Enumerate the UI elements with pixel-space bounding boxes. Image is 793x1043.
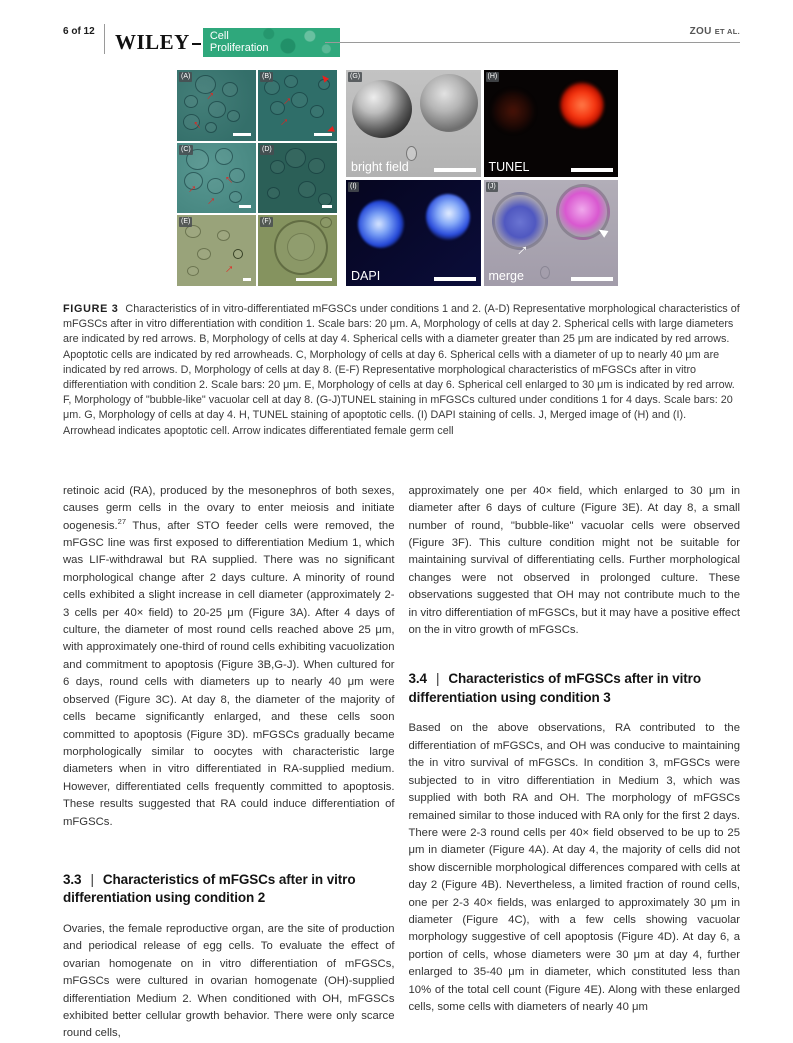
- cell-outline: [227, 110, 240, 122]
- section-heading-3-4: 3.4 | Characteristics of mFGSCs after in vitro differentiation using condition 3: [409, 670, 741, 707]
- scale-bar: [571, 277, 613, 281]
- cell-outline: [184, 95, 198, 108]
- panel-tag: (F): [262, 218, 271, 226]
- scale-bar: [434, 168, 476, 172]
- panel-caption-label: DAPI: [351, 269, 381, 283]
- header-divider: [104, 24, 105, 54]
- tunel-positive-cell: [560, 82, 604, 128]
- cell-outline: [320, 217, 332, 228]
- page-number: 6 of 12: [63, 26, 95, 37]
- cell-sphere: [420, 74, 478, 132]
- reference-superscript: 27: [117, 516, 126, 526]
- scale-bar: [296, 278, 332, 281]
- scale-bar: [322, 205, 332, 208]
- panel-tag: (J): [487, 182, 496, 190]
- cell-outline: [233, 249, 243, 259]
- panel-caption-label: bright field: [351, 159, 409, 174]
- journal-name-line2: Proliferation: [209, 42, 269, 54]
- cell-outline: [215, 148, 233, 165]
- figure-panels-a-f: [177, 70, 337, 286]
- small-cell: [540, 266, 550, 279]
- scale-bar: [239, 205, 251, 208]
- cell-outline: [222, 82, 238, 97]
- panel-tag: (D): [262, 145, 272, 153]
- panel-tag: (C): [181, 145, 191, 153]
- cell-outline: [318, 193, 332, 206]
- dapi-nucleus: [426, 194, 470, 240]
- panel-tag: (A): [181, 73, 191, 80]
- figure-3-images: [63, 70, 740, 290]
- red-arrow-icon: [218, 259, 236, 277]
- panel-tag: (B): [262, 73, 272, 80]
- figure-panel-b: [258, 70, 337, 141]
- running-head-authors: ZOU ET AL.: [689, 26, 740, 37]
- panel-tag: (H): [487, 73, 498, 80]
- figure-3-caption: [63, 302, 740, 439]
- figure-panel-g: [346, 70, 481, 177]
- figure-panel-e: [177, 215, 256, 286]
- cell-outline: [267, 187, 280, 199]
- cell-outline: [308, 158, 325, 174]
- left-column: [63, 483, 395, 1043]
- cell-outline: [187, 266, 199, 276]
- figure-panel-i: [346, 180, 481, 287]
- scale-bar: [434, 277, 476, 281]
- cell-outline: [229, 191, 242, 203]
- publisher-brand: [115, 28, 340, 57]
- dapi-nucleus: [358, 200, 404, 248]
- journal-banner: [203, 28, 340, 57]
- journal-name-line1: Cell: [209, 30, 229, 42]
- figure-panel-h: [484, 70, 619, 177]
- paragraph: retinoic acid (RA), produced by the mesonephros of both sexes, causes germ cells in the ovary to enter meiosis and initiate oogenesis.$^{27}$ Thus, after STO feeder cells were removed, the mFGSC line was first exposed to differentiation Medium 1, which was LIF-withdrawal but RA supplied. There was no significant morphological change after 2 days culture. A minority of round cells exhibited a slight increase in cell diameter (approximately 2-3 cells per 40× field) to 20-25 μm (Figure 3A). After 4 days of culture, the diameter of most round cells reached above 25 μm, with approximately one-third of round cells exhibiting vacuolization and commitment to apoptosis (Figure 3B,G-J). When cultured for 6 days, round cells with diameters up to nearly 40 μm were observed (Figure 3C). At day 8, the diameter of the majority of cells became significantly enlarged, and these cells soon committed to apoptosis (Figure 3D). mFGSCs gradually became morphologically similar to oocytes with characteristic large diameters when in vitro differentiated in RA-supplied medium. However, differentiated cells frequently committed to apoptosis. These results suggested that RA could induce differentiation of mFGSCs.: [63, 484, 395, 828]
- cell-outline: [217, 230, 230, 241]
- figure-caption-text: Characteristics of in vitro-differentiated mFGSCs under conditions 1 and 2. (A-D) Representative morphological characteristics of mFGSCs after in vitro differentiation with condition 1. Scale bars: 20 μm. A, Morphology of cells at day 2. Spherical cells with large diameters are indicated by red arrows. B, Morphology of cells at day 4. Spherical cells with a diameter greater than 25 μm are indicated by red arrows. Apoptotic cells are indicated by red arrowheads. C, Morphology of cells at day 6. Spherical cells with a diameter of up to nearly 40 μm are indicated by red arrows. D, Morphology of cells at day 8. (E-F) Representative morphological characteristics of mFGSCs after in vitro differentiation with condition 2. Scale bars: 20 μm. E, Morphology of cells at day 6. Spherical cell enlarged to 30 μm is indicated by red arrow. F, Morphology of "bubble-like" vacuolar cell at day 8. (G-J)TUNEL staining in mFGSCs cultured under conditions 1 for 4 days. Scale bars: 20 μm. G, Morphology of cells at day 4. H, TUNEL staining of apoptotic cells. (I) DAPI staining of cells. J, Merged image of (H) and (I). Arrowhead indicates apoptotic cell. Arrow indicates differentiated female germ cell: [63, 303, 740, 437]
- scale-bar: [243, 278, 251, 281]
- cell-sphere: [352, 80, 412, 138]
- cell-outline: [185, 225, 201, 238]
- header-rule: [325, 42, 740, 43]
- scale-bar: [314, 133, 332, 136]
- tunel-negative-cell: [492, 90, 534, 132]
- panel-tag: (G): [350, 73, 361, 80]
- cell-outline: [205, 122, 217, 133]
- paragraph: approximately one per 40× field, which enlarged to 30 μm in diameter after 6 days of culture (Figure 3E). At day 8, a small number of round, "bubble-like" vacuolar cells were observed (Figure 3F). This culture condition might not be suitable for maintaining survival of differentiating cells. Further morphological changes were not observed in prolonged culture. These observations suggested that OH may not contribute much to the in vitro differentiation of mFGSCs, but it may have a positive effect on the in vitro growth of mFGSCs.: [408, 484, 740, 637]
- figure-panel-d: [258, 143, 337, 214]
- cell-outline: [264, 80, 280, 95]
- panel-caption-label: merge: [488, 269, 524, 283]
- paragraph: Based on the above observations, RA contributed to the differentiation of mFGSCs, and OH was conducive to maintaining the in vitro survival of mFGSCs. In condition 3, mFGSCs were subjected to in vitro differentiation in Medium 3, which was supplied with both RA and OH. The morphology of mFGSCs remained similar to those induced with RA only for the first 2 days. There were 2-3 round cells per 40× field observed to be up to 25 μm in diameter (Figure 4A). At day 4, the majority of cells did not show discernible morphological differences compared with cells at day 2 (Figure 4B). Nevertheless, a limited fraction of round cells, one per 2-3 40× fields, was enlarged to approximately 30 μm in diameter (Figure 4C), with a few cells showing vacuolar morphology suggestive of cell apoptosis (Figure 4D). At day 6, a portion of cells, whose diameters were 30 μm at day 4, further enlarged to 35-40 μm in diameter, which constituted less than 10% of the total cell count (Figure 4E). Along with these enlarged cells, some cells with diameters of nearly 40 μm: [408, 722, 740, 1013]
- section-heading-3-3: 3.3 | Characteristics of mFGSCs after in vitro differentiation using condition 2: [63, 871, 395, 908]
- panel-tag: (I): [350, 182, 357, 190]
- figure-label: FIGURE 3: [63, 303, 119, 315]
- body-columns: [63, 483, 740, 1043]
- cell-outline: [298, 181, 316, 198]
- cell-outline: [270, 160, 285, 174]
- figure-panels-g-j: [346, 70, 618, 286]
- page-header: [63, 24, 740, 62]
- scale-bar: [233, 133, 251, 136]
- heading-separator: [436, 671, 439, 686]
- heading-separator: [90, 872, 93, 887]
- cell-outline: [197, 248, 211, 260]
- right-column: [409, 483, 741, 1043]
- wiley-logo: WILEY: [115, 30, 190, 54]
- figure-panel-j: [484, 180, 619, 287]
- paragraph: Ovaries, the female reproductive organ, are the site of production and periodical release of egg cells. To evaluate the effect of ovarian homogenate on in vitro differentiation of mFGSCs, mFGSCs were cultured in ovarian homogenate (OH)-supplied differentiation Medium 2. When conditioned with OH, mFGSCs exhibited better cellular growth behavior. There were only scarce round cells,: [63, 922, 395, 1040]
- cell-outline: [284, 75, 298, 88]
- panel-caption-label: TUNEL: [488, 159, 530, 174]
- logo-dash: [192, 43, 201, 45]
- figure-panel-c: [177, 143, 256, 214]
- cell-outline: [285, 148, 306, 168]
- scale-bar: [571, 168, 613, 172]
- figure-panel-a: [177, 70, 256, 141]
- panel-tag: (E): [181, 218, 191, 226]
- cell-outline: [310, 105, 324, 118]
- figure-panel-f: [258, 215, 337, 286]
